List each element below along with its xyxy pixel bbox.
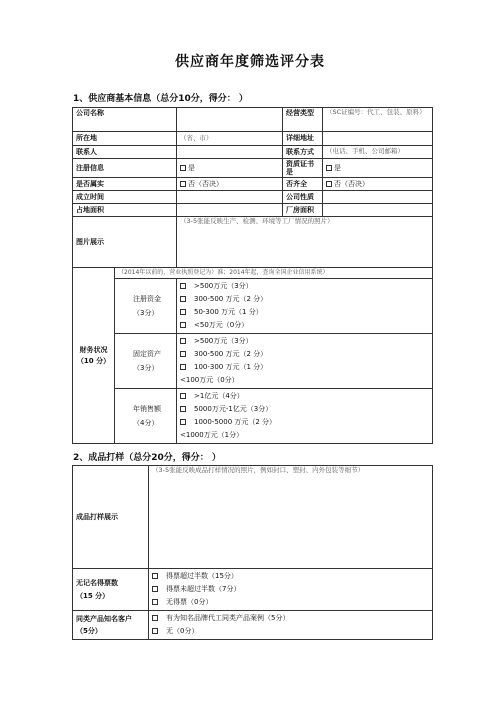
option-label: 得票未超过半数（7分） <box>166 585 241 593</box>
option-row[interactable] <box>180 348 429 361</box>
sales-label <box>115 389 177 444</box>
option-row[interactable] <box>152 612 429 625</box>
display-label: 成品打样展示 <box>73 466 149 569</box>
complete-no-label: 否（否决） <box>334 180 369 189</box>
plant-area-field[interactable] <box>323 204 433 217</box>
option-row[interactable] <box>152 570 429 583</box>
location-field[interactable]: （省、市） <box>177 132 283 146</box>
photos-area[interactable]: （3-5张能反映生产、检测、环境等工厂情况的照片） <box>177 217 433 268</box>
reg-info-label: 注册信息 <box>73 159 177 178</box>
assets-title: 固定资产 <box>133 350 161 359</box>
option-label: >500万元（3分） <box>194 337 253 346</box>
finance-score: （10 分） <box>76 357 111 366</box>
anon-options <box>149 569 433 611</box>
option-row[interactable] <box>180 280 429 293</box>
option-label: 100-300 万元（1 分） <box>194 363 268 372</box>
checkbox-icon[interactable] <box>180 393 186 399</box>
checkbox-icon[interactable] <box>326 165 332 171</box>
company-name-label: 公司名称 <box>73 108 177 132</box>
sales-title: 年销售额 <box>133 405 161 414</box>
option-label: <50万元（0分） <box>194 321 249 330</box>
option-label: 1000-5000 万元（2 分） <box>194 418 277 427</box>
page-title: 供应商年度筛选评分表 <box>175 54 325 70</box>
option-row[interactable] <box>180 335 429 348</box>
checkbox-icon[interactable] <box>180 322 186 328</box>
assets-last-option[interactable]: <100万元（0分） <box>180 376 239 385</box>
section1-heading: 1、供应商基本信息（总分10分，得分： ） <box>73 94 248 104</box>
option-label: 有为知名品牌代工同类产品案例（5分） <box>166 614 290 622</box>
founded-label: 成立时间 <box>73 191 177 204</box>
checkbox-icon[interactable] <box>326 181 332 187</box>
checkbox-icon[interactable] <box>180 406 186 412</box>
checkbox-icon[interactable] <box>180 364 186 370</box>
sample-table <box>72 465 433 640</box>
contact-method-field[interactable]: （电话、手机、公司邮箱） <box>323 146 433 159</box>
option-label: 得票超过半数（15分） <box>166 572 238 580</box>
option-label: 50-300 万元（1 分） <box>194 308 263 317</box>
brand-score: （5分） <box>76 626 102 635</box>
checkbox-icon[interactable] <box>152 599 158 605</box>
qual-yes-option[interactable] <box>323 159 433 178</box>
section2-heading: 2、成品打样（总分20分，得分： ） <box>73 453 221 463</box>
checkbox-icon[interactable] <box>180 165 186 171</box>
sales-score: （4分） <box>133 419 159 428</box>
checkbox-icon[interactable] <box>152 586 158 592</box>
brand-label <box>73 611 149 640</box>
is-real-label: 是否属实 <box>73 178 177 191</box>
contact-label: 联系人 <box>73 146 177 159</box>
real-no-option[interactable] <box>177 178 283 191</box>
sales-last-option[interactable]: <1000万元（1分） <box>180 431 244 440</box>
assets-label <box>115 334 177 389</box>
capital-label <box>115 279 177 334</box>
option-row[interactable] <box>180 319 429 332</box>
finance-title: 财务状况 <box>79 346 108 355</box>
complete-label: 否齐全 <box>283 178 323 191</box>
anon-title: 无记名得票数 <box>76 578 118 587</box>
checkbox-icon[interactable] <box>180 419 186 425</box>
assets-score: （3分） <box>133 364 159 373</box>
business-type-label: 经营类型 <box>283 108 323 132</box>
capital-score: （3分） <box>133 309 159 318</box>
company-name-field[interactable] <box>177 108 283 132</box>
founded-field[interactable] <box>177 191 283 204</box>
anon-label <box>73 569 149 611</box>
option-label: 无（0分） <box>166 627 199 635</box>
option-row[interactable] <box>180 390 429 403</box>
option-label: 5000万元-1亿元（3分） <box>194 405 273 414</box>
option-label: >500万元（3分） <box>194 282 253 291</box>
address-field[interactable] <box>323 132 433 146</box>
land-area-label: 占地面积 <box>73 204 177 217</box>
reg-yes-option[interactable] <box>177 159 283 178</box>
option-row[interactable] <box>180 416 429 429</box>
checkbox-icon[interactable] <box>152 573 158 579</box>
option-row[interactable] <box>152 583 429 596</box>
checkbox-icon[interactable] <box>180 181 186 187</box>
option-label: >1亿元（4分） <box>194 392 244 401</box>
contact-method-label: 联系方式 <box>283 146 323 159</box>
checkbox-icon[interactable] <box>152 615 158 621</box>
location-label: 所在地 <box>73 132 177 146</box>
basic-info-table <box>72 107 433 444</box>
checkbox-icon[interactable] <box>180 283 186 289</box>
nature-label: 公司性质 <box>283 191 323 204</box>
land-area-field[interactable] <box>177 204 283 217</box>
finance-label <box>73 268 115 444</box>
option-row[interactable] <box>180 293 429 306</box>
option-label: 300-500 万元（2 分） <box>194 350 268 359</box>
capital-options <box>177 279 433 334</box>
checkbox-icon[interactable] <box>152 628 158 634</box>
contact-field[interactable] <box>177 146 283 159</box>
option-row[interactable] <box>180 361 429 374</box>
display-area[interactable]: （3-5张能反映成品打样情况的照片，例如封口、塑封、内外包装等细节） <box>149 466 433 569</box>
anon-score: （15 分） <box>76 592 110 600</box>
photos-label: 图片展示 <box>73 217 177 268</box>
plant-area-label: 厂房面积 <box>283 204 323 217</box>
reg-yes-label: 是 <box>188 164 195 173</box>
option-row[interactable] <box>152 596 429 609</box>
sales-options <box>177 389 433 444</box>
qual-yes-label: 是 <box>334 164 341 173</box>
checkbox-icon[interactable] <box>180 351 186 357</box>
option-row[interactable] <box>180 306 429 319</box>
checkbox-icon[interactable] <box>180 296 186 302</box>
checkbox-icon[interactable] <box>180 309 186 315</box>
option-row[interactable] <box>180 403 429 416</box>
nature-field[interactable] <box>323 191 433 204</box>
brand-title: 同类产品知名客户 <box>76 615 132 624</box>
finance-hint: （2014年以前的，营业执照登记为）准；2014年起，查询全国企业信用系统） <box>115 268 433 279</box>
complete-no-option[interactable] <box>323 178 433 191</box>
checkbox-icon[interactable] <box>180 338 186 344</box>
business-type-field[interactable]: （SC证编号：代工、包装、原料） <box>323 108 433 132</box>
brand-options <box>149 611 433 640</box>
option-label: 300-500 万元（2 分） <box>194 295 268 304</box>
address-label: 详细地址 <box>283 132 323 146</box>
capital-title: 注册资金 <box>133 295 161 304</box>
option-row[interactable] <box>152 625 429 638</box>
option-label: 无得票（0分） <box>166 598 213 606</box>
qual-cert-label: 资质证书 是 <box>283 159 323 178</box>
real-no-label: 否（否决） <box>188 180 223 189</box>
assets-options <box>177 334 433 389</box>
